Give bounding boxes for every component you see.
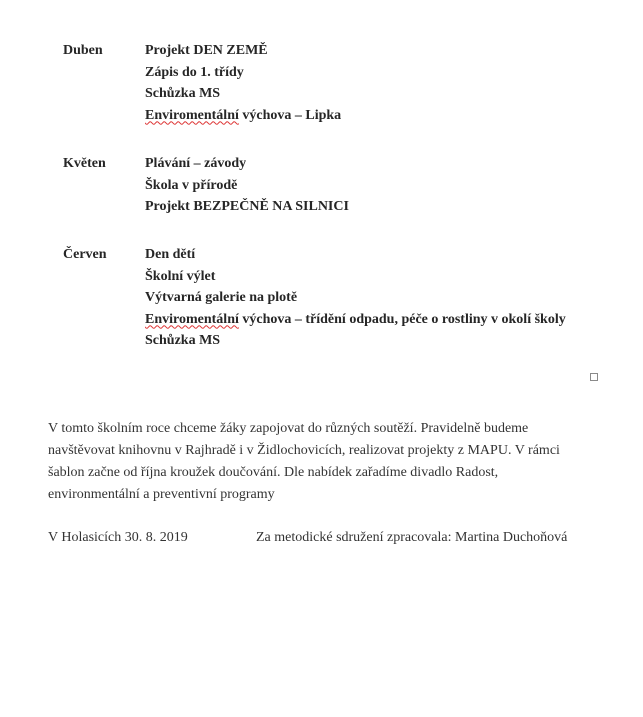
event-item: Škola v přírodě <box>145 177 238 193</box>
event-item: Zápis do 1. třídy <box>145 64 244 80</box>
event-item: Plávání – závody <box>145 156 247 171</box>
event-item: Výtvarná galerie na plotě <box>145 290 298 305</box>
paragraph-line: navštěvovat knihovnu v Rajhradě i v Židlochovicích, realizovat projekty z MAPU. V rámci <box>48 443 560 458</box>
event-item: Schůzka MS <box>145 333 221 348</box>
event-item: Projekt DEN ZEMĚ <box>145 43 268 58</box>
event-item <box>145 105 341 127</box>
event-item: Projekt BEZPEČNĚ NA SILNICI <box>145 199 349 214</box>
event-list <box>145 153 349 218</box>
place-date: V Holasicích 30. 8. 2019 <box>48 530 188 545</box>
paragraph-line: V tomto školním roce chceme žáky zapojovat do různých soutěží. Pravidelně budeme <box>48 421 529 436</box>
month-label: Duben <box>63 43 103 58</box>
event-list <box>145 40 341 126</box>
body-paragraph <box>48 418 588 506</box>
month-label: Květen <box>63 156 106 171</box>
event-item-rest: výchova – Lipka <box>238 107 342 123</box>
event-item-rest: výchova – třídění odpadu, péče o rostliny v okolí školy <box>238 311 566 327</box>
event-item: Schůzka MS <box>145 86 221 101</box>
event-item <box>145 309 566 331</box>
event-item: Den dětí <box>145 247 196 262</box>
event-list <box>145 244 566 352</box>
month-label: Červen <box>63 247 107 262</box>
paragraph-line: environmentální a preventivní programy <box>48 487 275 502</box>
event-item: Školní výlet <box>145 268 216 284</box>
signature-line: Za metodické sdružení zpracovala: Martina Duchoňová <box>256 530 568 545</box>
paragraph-line: šablon začne od října kroužek doučování. Dle nabídek zařadíme divadlo Radost, <box>48 465 499 480</box>
misspelled-word[interactable]: Enviromentální <box>145 311 239 327</box>
misspelled-word[interactable]: Enviromentální <box>145 107 239 123</box>
table-anchor-handle-icon[interactable] <box>590 373 598 381</box>
